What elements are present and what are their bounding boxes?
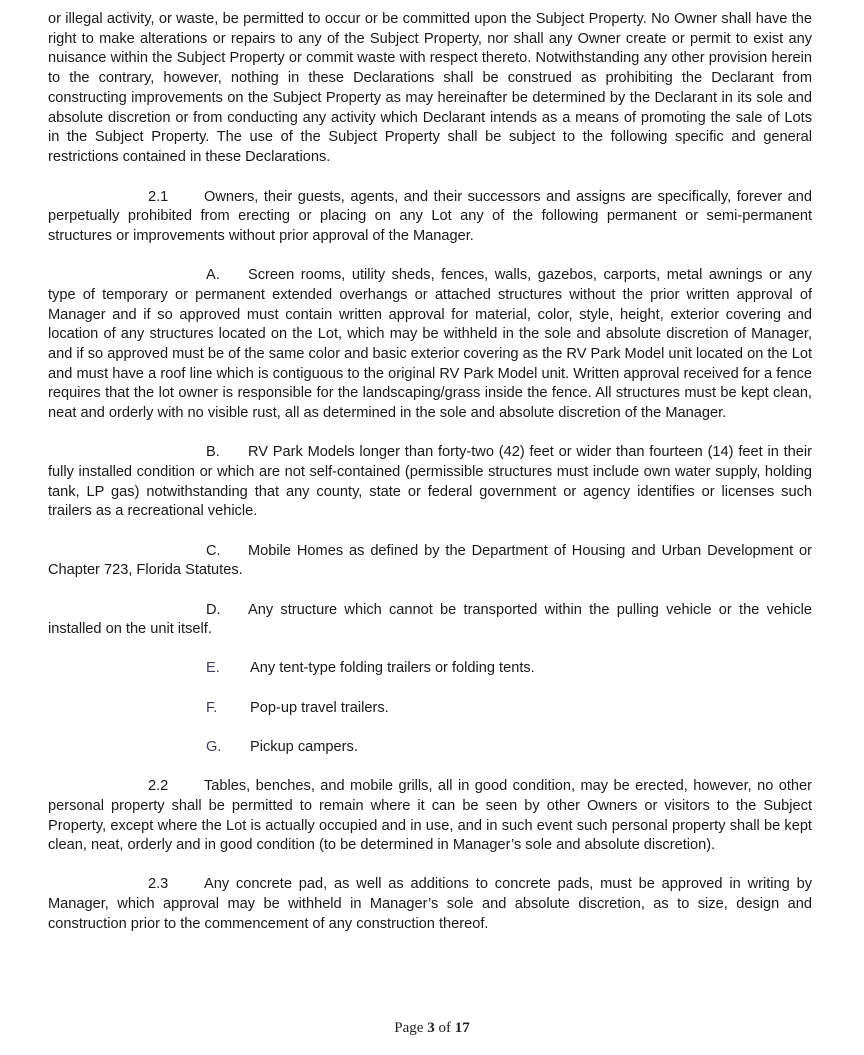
item-text: Any tent-type folding trailers or folding tents. (250, 660, 535, 677)
section-number: 2.3 (148, 876, 169, 893)
section-text: Tables, benches, and mobile grills, all in good condition, may be erected, however, no other personal property shall be permitted to remain where it can be seen by other Owners or visitors to the Subject Property, except where the Lot is actually occupied and in use, and in such event such personal property shall be kept clean, neat, orderly and in good condition (to be determined in Manager’s sole and absolute discretion). (48, 778, 812, 854)
item-text: Pickup campers. (250, 738, 358, 755)
item-letter: G. (206, 738, 222, 755)
page-footer (0, 1020, 864, 1037)
opening-paragraph: or illegal activity, or waste, be permitted to occur or be committed upon the Subject Property. No Owner shall have the right to make alterations or repairs to any of the Subject Property, nor shall any Owner create or permit to exist any nuisance within the Subject Property or commit waste with respect thereto. Notwithstanding any other provision herein to the contrary, however, nothing in these Declarations shall be construed as prohibiting the Declarant from constructing improvements on the Subject Property as may hereinafter be determined by the Declarant in its sole and absolute discretion or from conducting any activity which Declarant intends as a means of promoting the sale of Lots in the Subject Property. The use of the Subject Property shall be subject to the following specific and general restrictions contained in these Declarations. (48, 11, 812, 165)
item-c (48, 542, 812, 581)
item-letter: C. (206, 542, 221, 559)
item-d (48, 601, 812, 640)
item-b (48, 443, 812, 522)
item-text: RV Park Models longer than forty-two (42) feet or wider than fourteen (14) feet in their fully installed condition or which are not self-contained (permissible structures must include own water supply, holding tank, LP gas) notwithstanding that any county, state or federal government or agency identifies or licenses such trailers as a recreational vehicle. (48, 444, 812, 520)
item-text: Mobile Homes as defined by the Department of Housing and Urban Development or Chapter 723, Florida Statutes. (48, 542, 812, 579)
section-2-2 (48, 777, 812, 856)
item-letter: B. (206, 444, 220, 461)
section-2-3 (48, 875, 812, 934)
document-page (48, 10, 812, 954)
section-text: Owners, their guests, agents, and their successors and assigns are specifically, forever and perpetually prohibited from erecting or placing on any Lot any of the following permanent or semi-permanent structures or improvements without prior approval of the Manager. (48, 188, 812, 245)
section-text: Any concrete pad, as well as additions to concrete pads, must be approved in writing by Manager, which approval may be withheld in Manager’s sole and absolute discretion, as to size, design and construction prior to the commencement of any construction thereof. (48, 876, 812, 932)
section-number: 2.2 (148, 778, 169, 795)
page-total: 17 (454, 1020, 470, 1036)
item-a (48, 266, 812, 424)
section-2-1 (48, 188, 812, 247)
item-text: Any structure which cannot be transported within the pulling vehicle or the vehicle installed on the unit itself. (48, 601, 812, 638)
section-number: 2.1 (148, 188, 169, 205)
item-letter: E. (206, 660, 220, 677)
page-label: Page (394, 1020, 424, 1036)
item-letter: A. (206, 267, 220, 284)
page-current: 3 (427, 1020, 435, 1036)
item-g (48, 738, 812, 758)
item-letter: D. (206, 601, 221, 618)
page-of: of (438, 1020, 451, 1036)
item-e (48, 659, 812, 679)
item-text: Pop-up travel trailers. (250, 699, 389, 716)
item-f (48, 699, 812, 719)
item-letter: F. (206, 699, 218, 716)
item-text: Screen rooms, utility sheds, fences, walls, gazebos, carports, metal awnings or any type of temporary or permanent extended overhangs or attached structures without the prior written approval of Manager and if so approved must contain written approval for material, color, style, height, exterior covering and location of any structures located on the Lot, which may be withheld in the sole and absolute discretion of Manager, and if so approved must be of the same color and basic exterior covering as the RV Park Model unit located on the Lot and must have a roof line which is contiguous to the original RV Park Model unit. Written approval received for a fence requires that the lot owner is responsible for the landscaping/grass inside the fence. All structures must be kept clean, neat and orderly with no visible rust, all as determined in the sole and absolute discretion of the Manager. (48, 267, 812, 422)
